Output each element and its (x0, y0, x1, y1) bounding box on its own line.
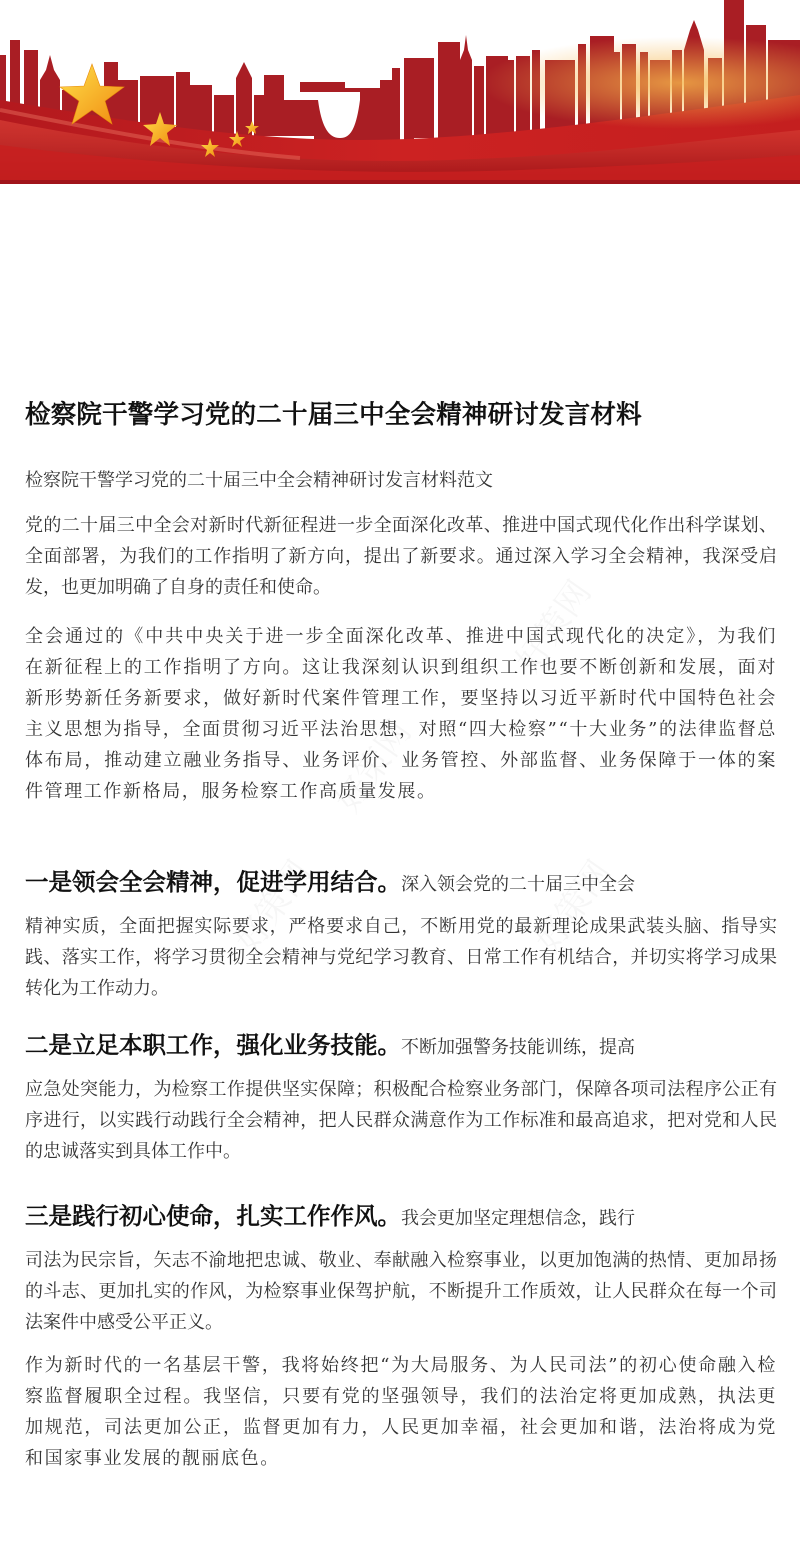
section-heading: 三是践行初心使命，扎实工作作风。 (25, 1202, 401, 1230)
paragraph-decision: 全会通过的《中共中央关于进一步全面深化改革、推进中国式现代化的决定》，为我们在新征程上的工作指明了方向。这让我深刻认识到组织工作也要不断创新和发展，面对新形势新任务新要求，做好新时代案件管理工作，要坚持以习近平新时代中国特色社会主义思想为指导，全面贯彻习近平法治思想，对照“四大检察”“十大业务”的法律监督总体布局，推动建立融业务指导、业务评价、业务管控、外部监督、业务保障于一体的案件管理工作新格局，服务检察工作高质量发展。 (25, 626, 777, 802)
section-body: 精神实质，全面把握实际要求，严格要求自己，不断用党的最新理论成果武装头脑、指导实践、落实工作，将学习贯彻全会精神与党纪学习教育、日常工作有机结合，并切实将学习成果转化为工作动力。 (25, 916, 777, 999)
section-2 (25, 1025, 777, 1167)
document-subtitle: 检察院干警学习党的二十届三中全会精神研讨发言材料范文 (25, 470, 493, 491)
section-first-line: 不断加强警务技能训练，提高 (401, 1037, 635, 1058)
header-banner (0, 0, 800, 184)
skyline-flag-illustration (0, 0, 800, 184)
section-first-line: 我会更加坚定理想信念，践行 (401, 1208, 635, 1229)
intro-paragraph: 党的二十届三中全会对新时代新征程进一步全面深化改革、推进中国式现代化作出科学谋划、全面部署，为我们的工作指明了新方向，提出了新要求。通过深入学习全会精神，我深受启发，也更加明确了自身的责任和使命。 (25, 515, 777, 598)
document-title: 检察院干警学习党的二十届三中全会精神研讨发言材料 (25, 400, 642, 430)
section-1 (25, 862, 777, 1004)
section-body: 司法为民宗旨，矢志不渝地把忠诚、敬业、奉献融入检察事业，以更加饱满的热情、更加昂扬的斗志、更加扎实的作风，为检察事业保驾护航，不断提升工作质效，让人民群众在每一个司法案件中感受公平正义。 (25, 1250, 777, 1333)
section-first-line: 深入领会党的二十届三中全会 (401, 874, 635, 895)
banner-bottom-edge (0, 180, 800, 184)
section-3 (25, 1196, 777, 1338)
section-body: 应急处突能力，为检察工作提供坚实保障；积极配合检察业务部门，保障各项司法程序公正有序进行，以实践行动践行全会精神，把人民群众满意作为工作标准和最高追求，把对党和人民的忠诚落实到具体工作中。 (25, 1079, 777, 1162)
conclusion-paragraph: 作为新时代的一名基层干警，我将始终把“为大局服务、为人民司法”的初心使命融入检察监督履职全过程。我坚信，只要有党的坚强领导，我们的法治定将更加成熟，执法更加规范，司法更加公正，监督更加有力，人民更加幸福，社会更加和谐，法治将成为党和国家事业发展的靓丽底色。 (25, 1355, 777, 1469)
section-heading: 一是领会全会精神，促进学用结合。 (25, 868, 401, 896)
section-heading: 二是立足本职工作，强化业务技能。 (25, 1031, 401, 1059)
